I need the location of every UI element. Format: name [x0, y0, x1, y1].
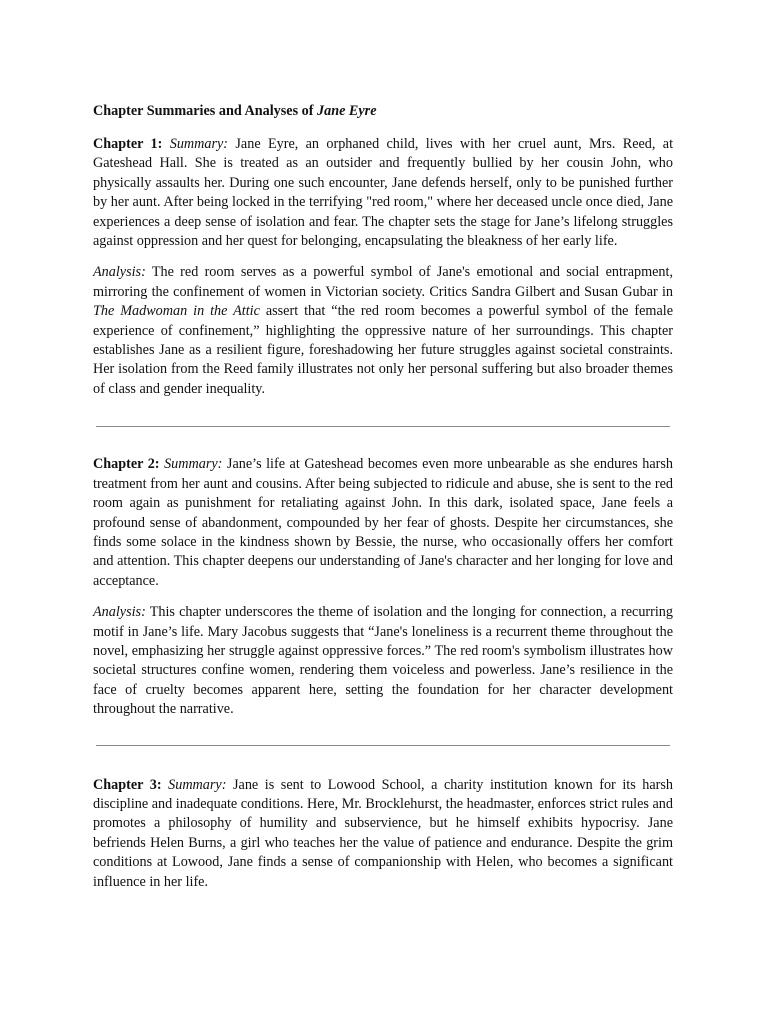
divider-2-wrap	[93, 720, 673, 776]
chapter-2-summary	[93, 455, 673, 591]
chapter-1-analysis-text-a: The red room serves as a powerful symbol of Jane's emotional and social entrapment, mirroring the confinement of women in Victorian society. Critics Sandra Gilbert and Susan Gubar in	[93, 264, 673, 300]
chapter-2-summary-text: Jane’s life at Gateshead becomes even more unbearable as she endures harsh treatment from her aunt and cousins. After being subjected to ridicule and abuse, she is sent to the red room again as punishment for retaliating against John. In this dark, isolated space, Jane feels a profound sense of abandonment, compounded by her fear of ghosts. Despite her circumstances, she finds some solace in the kindness shown by Bessie, the nurse, who occasionally offers her comfort and attention. This chapter deepens our understanding of Jane's character and her longing for love and acceptance.	[93, 456, 673, 589]
chapter-1-analysis-label: Analysis:	[93, 264, 146, 281]
chapter-1-summary-text: Jane Eyre, an orphaned child, lives with her cruel aunt, Mrs. Reed, at Gateshead Hall. She is treated as an outsider and frequently bullied by her cousin John, who physically assaults her. During one such encounter, Jane defends herself, only to be punished further by her aunt. After being locked in the terrifying "red room," where her deceased uncle once died, Jane experiences a deep sense of isolation and fear. The chapter sets the stage for Jane’s lifelong struggles against oppression and her quest for belonging, encapsulating the bleakness of her early life.	[93, 136, 674, 250]
chapter-2-section	[93, 455, 673, 719]
chapter-1-analysis-book-title: The Madwoman in the Attic	[93, 303, 260, 320]
chapter-3-summary-label: Summary:	[168, 776, 227, 793]
chapter-3-heading: Chapter 3:	[93, 776, 162, 793]
document-title-text: Chapter Summaries and Analyses of	[93, 103, 317, 119]
chapter-2-analysis	[93, 603, 673, 719]
chapter-2-heading: Chapter 2:	[93, 456, 160, 473]
section-divider	[96, 745, 670, 746]
chapter-1-analysis-text-b: assert that “the red room becomes a powerful symbol of the female experience of confinement,” highlighting the oppressive nature of her surroundings. This chapter establishes Jane as a resilient figure, foreshadowing her future struggles against societal constraints. Her isolation from the Reed family illustrates not only her personal suffering but also broader themes of class and gender inequality.	[93, 303, 673, 397]
chapter-2-analysis-text: This chapter underscores the theme of isolation and the longing for connection, a recurring motif in Jane’s life. Mary Jacobus suggests that “Jane's loneliness is a recurrent theme throughout the novel, emphasizing her struggle against oppressive forces.” The red room's symbolism illustrates how societal structures confine women, rendering them voiceless and powerless. Jane’s resilience in the face of cruelty becomes apparent here, setting the foundation for her character development throughout the narrative.	[93, 604, 673, 718]
document-page	[93, 102, 673, 892]
chapter-1-summary-label: Summary:	[169, 136, 229, 152]
section-divider	[96, 426, 670, 427]
divider-1-wrap	[93, 399, 673, 455]
chapter-1-analysis	[93, 263, 673, 399]
chapter-2-summary-label: Summary:	[164, 456, 223, 473]
document-title-book: Jane Eyre	[317, 103, 377, 119]
chapter-3-summary-text: Jane is sent to Lowood School, a charity institution known for its harsh discipline and inadequate conditions. Here, Mr. Brocklehurst, the headmaster, enforces strict rules and promotes a philosophy of humility and subservience, but he himself exhibits hypocrisy. Jane befriends Helen Burns, a girl who teaches her the value of patience and endurance. Despite the grim conditions at Lowood, Jane finds a sense of companionship with Helen, who becomes a significant influence in her life.	[93, 776, 674, 890]
chapter-3-section	[93, 776, 673, 892]
document-title	[93, 102, 673, 121]
chapter-1-section	[93, 135, 673, 399]
chapter-2-analysis-label: Analysis:	[93, 604, 146, 621]
chapter-1-summary	[93, 135, 673, 251]
chapter-3-summary	[93, 776, 673, 892]
chapter-1-heading: Chapter 1:	[93, 136, 163, 152]
